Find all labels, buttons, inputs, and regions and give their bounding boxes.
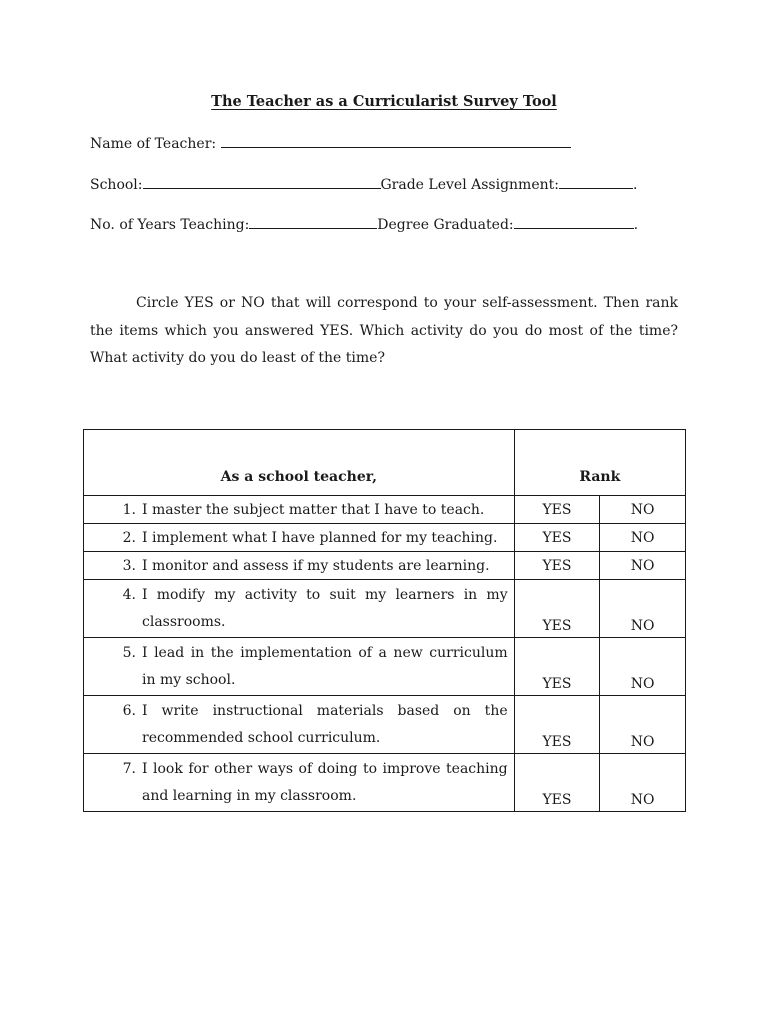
no-option[interactable]: NO bbox=[600, 638, 686, 696]
item-text-continued: classrooms. bbox=[142, 613, 226, 630]
table-row bbox=[84, 696, 686, 754]
survey-table bbox=[83, 429, 686, 812]
item-number: 2. bbox=[122, 529, 136, 546]
header-rank: Rank bbox=[514, 430, 685, 496]
years-blank[interactable] bbox=[249, 214, 377, 229]
instructions-paragraph bbox=[90, 290, 678, 373]
item-text: I monitor and assess if my students are learning. bbox=[142, 557, 490, 574]
school-field-row bbox=[90, 174, 637, 193]
table-row bbox=[84, 580, 686, 638]
no-option[interactable]: NO bbox=[600, 696, 686, 754]
no-option[interactable]: NO bbox=[600, 580, 686, 638]
no-option[interactable]: NO bbox=[600, 524, 686, 552]
name-field-row bbox=[90, 133, 571, 152]
degree-blank[interactable] bbox=[514, 214, 634, 229]
name-blank[interactable] bbox=[221, 133, 571, 148]
instructions-text: Circle YES or NO that will correspond to your self-assessment. Then rank the items which you answered YES. Which activity do you do most of the time? What activity do you do least of the time? bbox=[90, 295, 678, 366]
school-blank[interactable] bbox=[143, 174, 381, 189]
grade-blank[interactable] bbox=[559, 174, 633, 189]
school-label: School: bbox=[90, 177, 143, 193]
yes-option[interactable]: YES bbox=[514, 638, 600, 696]
table-row bbox=[84, 496, 686, 524]
name-label: Name of Teacher: bbox=[90, 136, 217, 152]
table-row bbox=[84, 754, 686, 812]
table-row bbox=[84, 638, 686, 696]
item-text: I master the subject matter that I have to teach. bbox=[142, 501, 485, 518]
table-header-row bbox=[84, 430, 686, 496]
item-text: I look for other ways of doing to improve teaching bbox=[142, 760, 508, 777]
degree-end: . bbox=[633, 217, 639, 233]
no-option[interactable]: NO bbox=[600, 552, 686, 580]
grade-end: . bbox=[632, 177, 638, 193]
item-number: 6. bbox=[122, 702, 136, 719]
item-number: 7. bbox=[122, 760, 136, 777]
yes-option[interactable]: YES bbox=[514, 580, 600, 638]
table-row bbox=[84, 552, 686, 580]
no-option[interactable]: NO bbox=[600, 496, 686, 524]
years-field-row bbox=[90, 214, 638, 233]
years-label: No. of Years Teaching: bbox=[90, 217, 250, 233]
item-number: 3. bbox=[122, 557, 136, 574]
item-text-continued: and learning in my classroom. bbox=[142, 787, 357, 804]
item-text: I write instructional materials based on the bbox=[142, 702, 508, 719]
item-text-continued: in my school. bbox=[142, 671, 236, 688]
item-text-continued: recommended school curriculum. bbox=[142, 729, 381, 746]
item-text: I modify my activity to suit my learners in my bbox=[142, 586, 508, 603]
yes-option[interactable]: YES bbox=[514, 754, 600, 812]
page-title: The Teacher as a Curricularist Survey Tool bbox=[211, 93, 557, 110]
grade-label: Grade Level Assignment: bbox=[380, 177, 559, 193]
item-number: 1. bbox=[122, 501, 136, 518]
yes-option[interactable]: YES bbox=[514, 552, 600, 580]
degree-label: Degree Graduated: bbox=[377, 217, 514, 233]
header-teacher: As a school teacher, bbox=[84, 430, 515, 496]
table-row bbox=[84, 524, 686, 552]
no-option[interactable]: NO bbox=[600, 754, 686, 812]
item-text: I implement what I have planned for my teaching. bbox=[142, 529, 498, 546]
item-number: 5. bbox=[122, 644, 136, 661]
item-text: I lead in the implementation of a new curriculum bbox=[142, 644, 508, 661]
yes-option[interactable]: YES bbox=[514, 696, 600, 754]
yes-option[interactable]: YES bbox=[514, 496, 600, 524]
item-number: 4. bbox=[122, 586, 136, 603]
yes-option[interactable]: YES bbox=[514, 524, 600, 552]
